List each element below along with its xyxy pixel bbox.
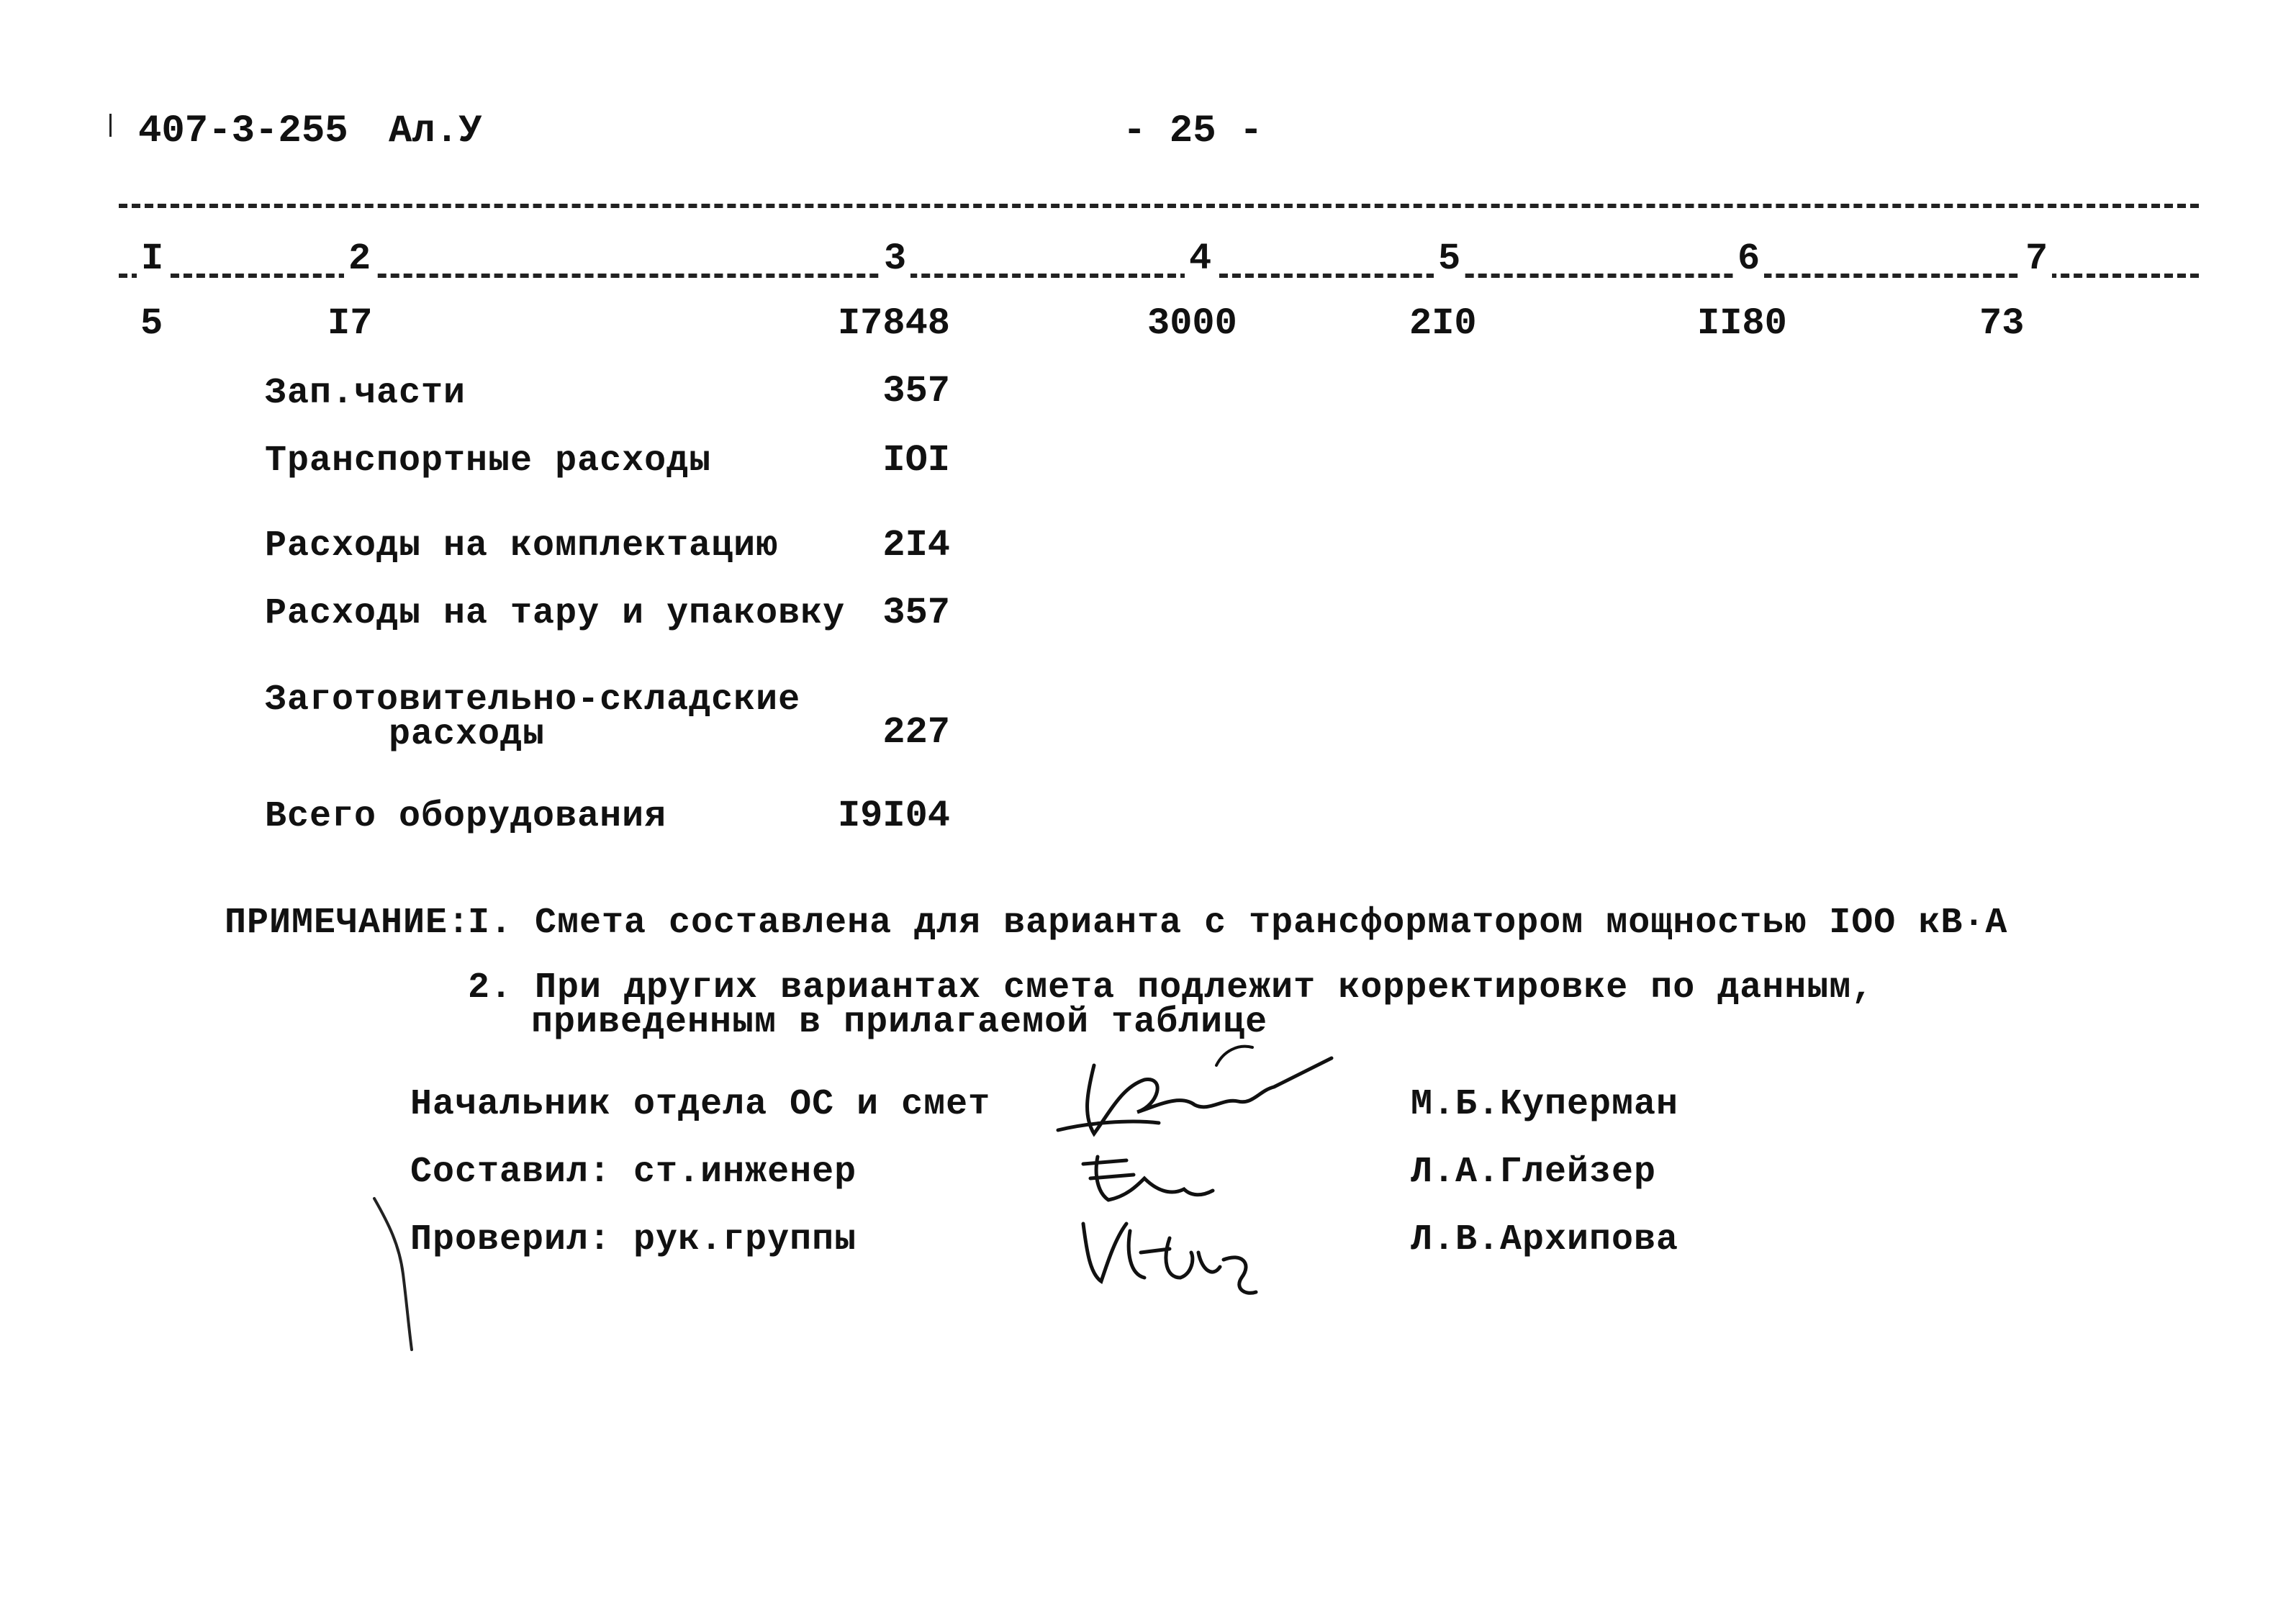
- column-header-7: 7: [2021, 238, 2052, 280]
- signatory-role-1: Начальник отдела ОС и смет: [410, 1084, 991, 1125]
- column-header-6: 6: [1733, 238, 1764, 280]
- column-header-2: 2: [344, 238, 375, 280]
- item-label-transport: Транспортные расходы: [265, 441, 712, 482]
- signatory-role-2: Составил: ст.инженер: [410, 1152, 857, 1193]
- handwritten-signature-1: [1044, 1037, 1346, 1152]
- item-label-warehouse-line2: расходы: [389, 714, 546, 755]
- row-cell-6: II80: [1697, 302, 1787, 345]
- item-value-packaging: 357: [882, 592, 950, 634]
- signatory-name-2: Л.А.Глейзер: [1411, 1152, 1657, 1193]
- note-prefix: ПРИМЕЧАНИЕ:: [225, 903, 471, 944]
- row-cell-7: 73: [1979, 302, 2025, 345]
- column-header-1: I: [137, 238, 168, 280]
- document-code: 407-3-255: [138, 109, 348, 153]
- column-header-4: 4: [1185, 238, 1216, 280]
- item-label-spare-parts: Зап.части: [265, 373, 466, 414]
- item-value-spare-parts: 357: [882, 370, 950, 412]
- handwritten-signature-3: [1076, 1209, 1263, 1303]
- row-cell-3: I7848: [837, 302, 950, 345]
- item-value-transport: IOI: [882, 439, 950, 482]
- row-cell-4: 3000: [1147, 302, 1237, 345]
- top-dashed-rule: [119, 204, 2199, 208]
- item-value-total: I9I04: [837, 795, 950, 837]
- item-label-warehouse-line1: Заготовительно-складские: [265, 680, 801, 721]
- row-cell-5: 2I0: [1409, 302, 1477, 345]
- signatory-name-1: М.Б.Куперман: [1411, 1084, 1679, 1125]
- handwritten-signature-2: [1076, 1146, 1220, 1211]
- signatory-role-3: Проверил: рук.группы: [410, 1219, 857, 1260]
- note-1: I. Смета составлена для варианта с трансформатором мощностью IOO кВ·А: [468, 903, 2008, 944]
- album-number: Ал.У: [389, 109, 482, 153]
- column-dashed-rule: [119, 274, 2199, 278]
- item-value-assembly: 2I4: [882, 524, 950, 566]
- column-header-5: 5: [1434, 238, 1465, 280]
- row-cell-2: I7: [327, 302, 373, 345]
- margin-pencil-stroke: [367, 1195, 425, 1353]
- signatory-name-3: Л.В.Архипова: [1411, 1219, 1679, 1260]
- item-label-assembly: Расходы на комплектацию: [265, 525, 779, 566]
- page-number: - 25 -: [1123, 109, 1263, 153]
- column-header-3: 3: [880, 238, 910, 280]
- page-left-tick: [109, 114, 112, 137]
- item-label-total: Всего оборудования: [265, 796, 667, 837]
- row-cell-1: 5: [140, 302, 163, 345]
- note-2-line1: 2. При других вариантах смета подлежит корректировке по данным,: [468, 967, 1874, 1008]
- note-2-line2: приведенным в прилагаемой таблице: [531, 1002, 1268, 1043]
- item-label-packaging: Расходы на тару и упаковку: [265, 593, 846, 634]
- item-value-warehouse: 227: [882, 711, 950, 754]
